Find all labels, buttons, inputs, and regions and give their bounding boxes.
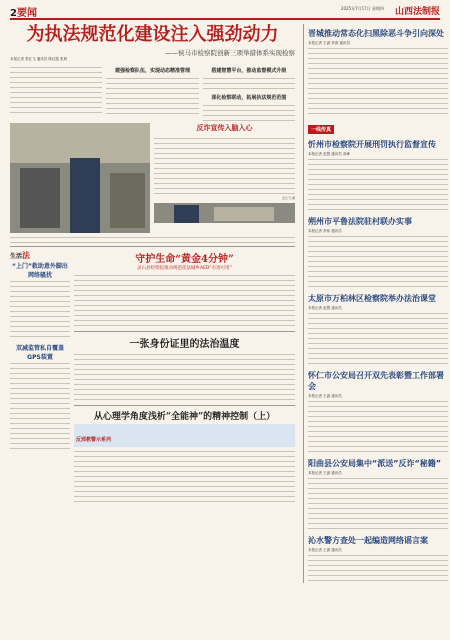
lead-body-columns	[10, 65, 295, 117]
photo-feature-caption	[10, 235, 295, 243]
right-column	[303, 24, 448, 583]
photo-feature-byline: 张红飞 摄	[282, 196, 295, 200]
id-card-headline: 一张身份证里的法治温度	[129, 339, 240, 350]
right-item-4-headline: 太原市万柏林区检察院举办法治课堂	[308, 294, 436, 303]
page-header	[10, 4, 440, 20]
right-item-6-headline: 阳曲县公安局集中“派送”反诈“秘籍”	[308, 459, 442, 468]
lower-section	[10, 250, 295, 504]
education-tag: 反邪教警示系列	[76, 437, 112, 443]
education-headline: 从心理学角度浅析“全能神”的精神控制（上）	[93, 412, 276, 422]
page-number: 2要闻	[10, 8, 37, 19]
right-item-5-byline: 本报记者 王湛 通讯员	[308, 394, 342, 398]
lead-col-3	[203, 65, 295, 117]
lead-subtitle-2: 搭建智慧平台，推动监督模式升级	[211, 68, 287, 74]
feature-photo	[10, 123, 150, 233]
feature-photo-2	[154, 203, 295, 223]
main-column	[10, 24, 295, 504]
right-item-2-headline: 忻州市检察院开展刑罚执行监督宣传	[308, 140, 436, 149]
right-item-3-byline: 本报记者 李伟 通讯员	[308, 229, 342, 233]
life-column-label: 生活法	[10, 250, 31, 260]
life-item-1-title: “上门”救助意外脚出网络骚扰	[12, 263, 68, 279]
right-item-1-byline: 本报记者 王湛 李涛 通讯员	[308, 41, 350, 45]
right-item-7-headline: 沁水警方查处一起编造网络谣言案	[308, 536, 428, 545]
lead-subtitle-1: 建强检察队伍，实现动态精准管理	[114, 68, 190, 74]
right-item-1-headline: 晋城推动常态化扫黑除恶斗争引向深处	[308, 29, 444, 38]
issue-date: 2025年7月17日 星期四	[340, 6, 384, 11]
lead-col-1	[10, 65, 102, 117]
aed-headline: 守护生命“黄金4分钟”	[135, 254, 234, 265]
right-item-6-byline: 本报记者 王湛 通讯员	[308, 471, 342, 475]
life-column	[10, 250, 70, 504]
lead-subtitle-3: 深化检察联动，拓展执法规范范围	[211, 95, 287, 101]
lead-col-2	[106, 65, 198, 117]
lead-headline: 为执法规范化建设注入强劲动力	[26, 24, 279, 45]
right-item-5-headline: 怀仁市公安局召开双先表彰暨工作部署会	[308, 371, 444, 391]
right-item-4-byline: 本报记者 赵慧 通讯员	[308, 306, 342, 310]
section-name: 要闻	[16, 8, 37, 19]
life-item-2-title: 双减监管私自覆盖GPS装置	[15, 345, 64, 361]
section-divider	[10, 246, 295, 247]
aed-subhead: 灵石县检察院推动规范依法城乡AED“有迹可用”	[137, 266, 232, 271]
photo-feature-title: 反诈宣传入脑入心	[196, 123, 253, 132]
photo-feature	[10, 123, 295, 233]
right-item-7-byline: 本报记者 王湛 通讯员	[308, 548, 342, 552]
lead-byline: 本报记者 张红飞 通讯员 陈红霞 张晨	[10, 57, 67, 61]
yixian-chuanzhen-pill: 一线传真	[308, 125, 334, 134]
lead-subhead: ——侯马市检察院创新三项举措体系实现检察	[165, 49, 295, 57]
right-item-2-byline: 本报记者 赵慧 通讯员 高峰	[308, 152, 350, 156]
aed-and-id-stories	[74, 250, 295, 504]
right-item-3-headline: 朔州市平鲁法院驻村联办实事	[308, 217, 412, 226]
education-tag-box	[74, 424, 295, 447]
newspaper-logo: 山西法制报	[394, 7, 440, 17]
